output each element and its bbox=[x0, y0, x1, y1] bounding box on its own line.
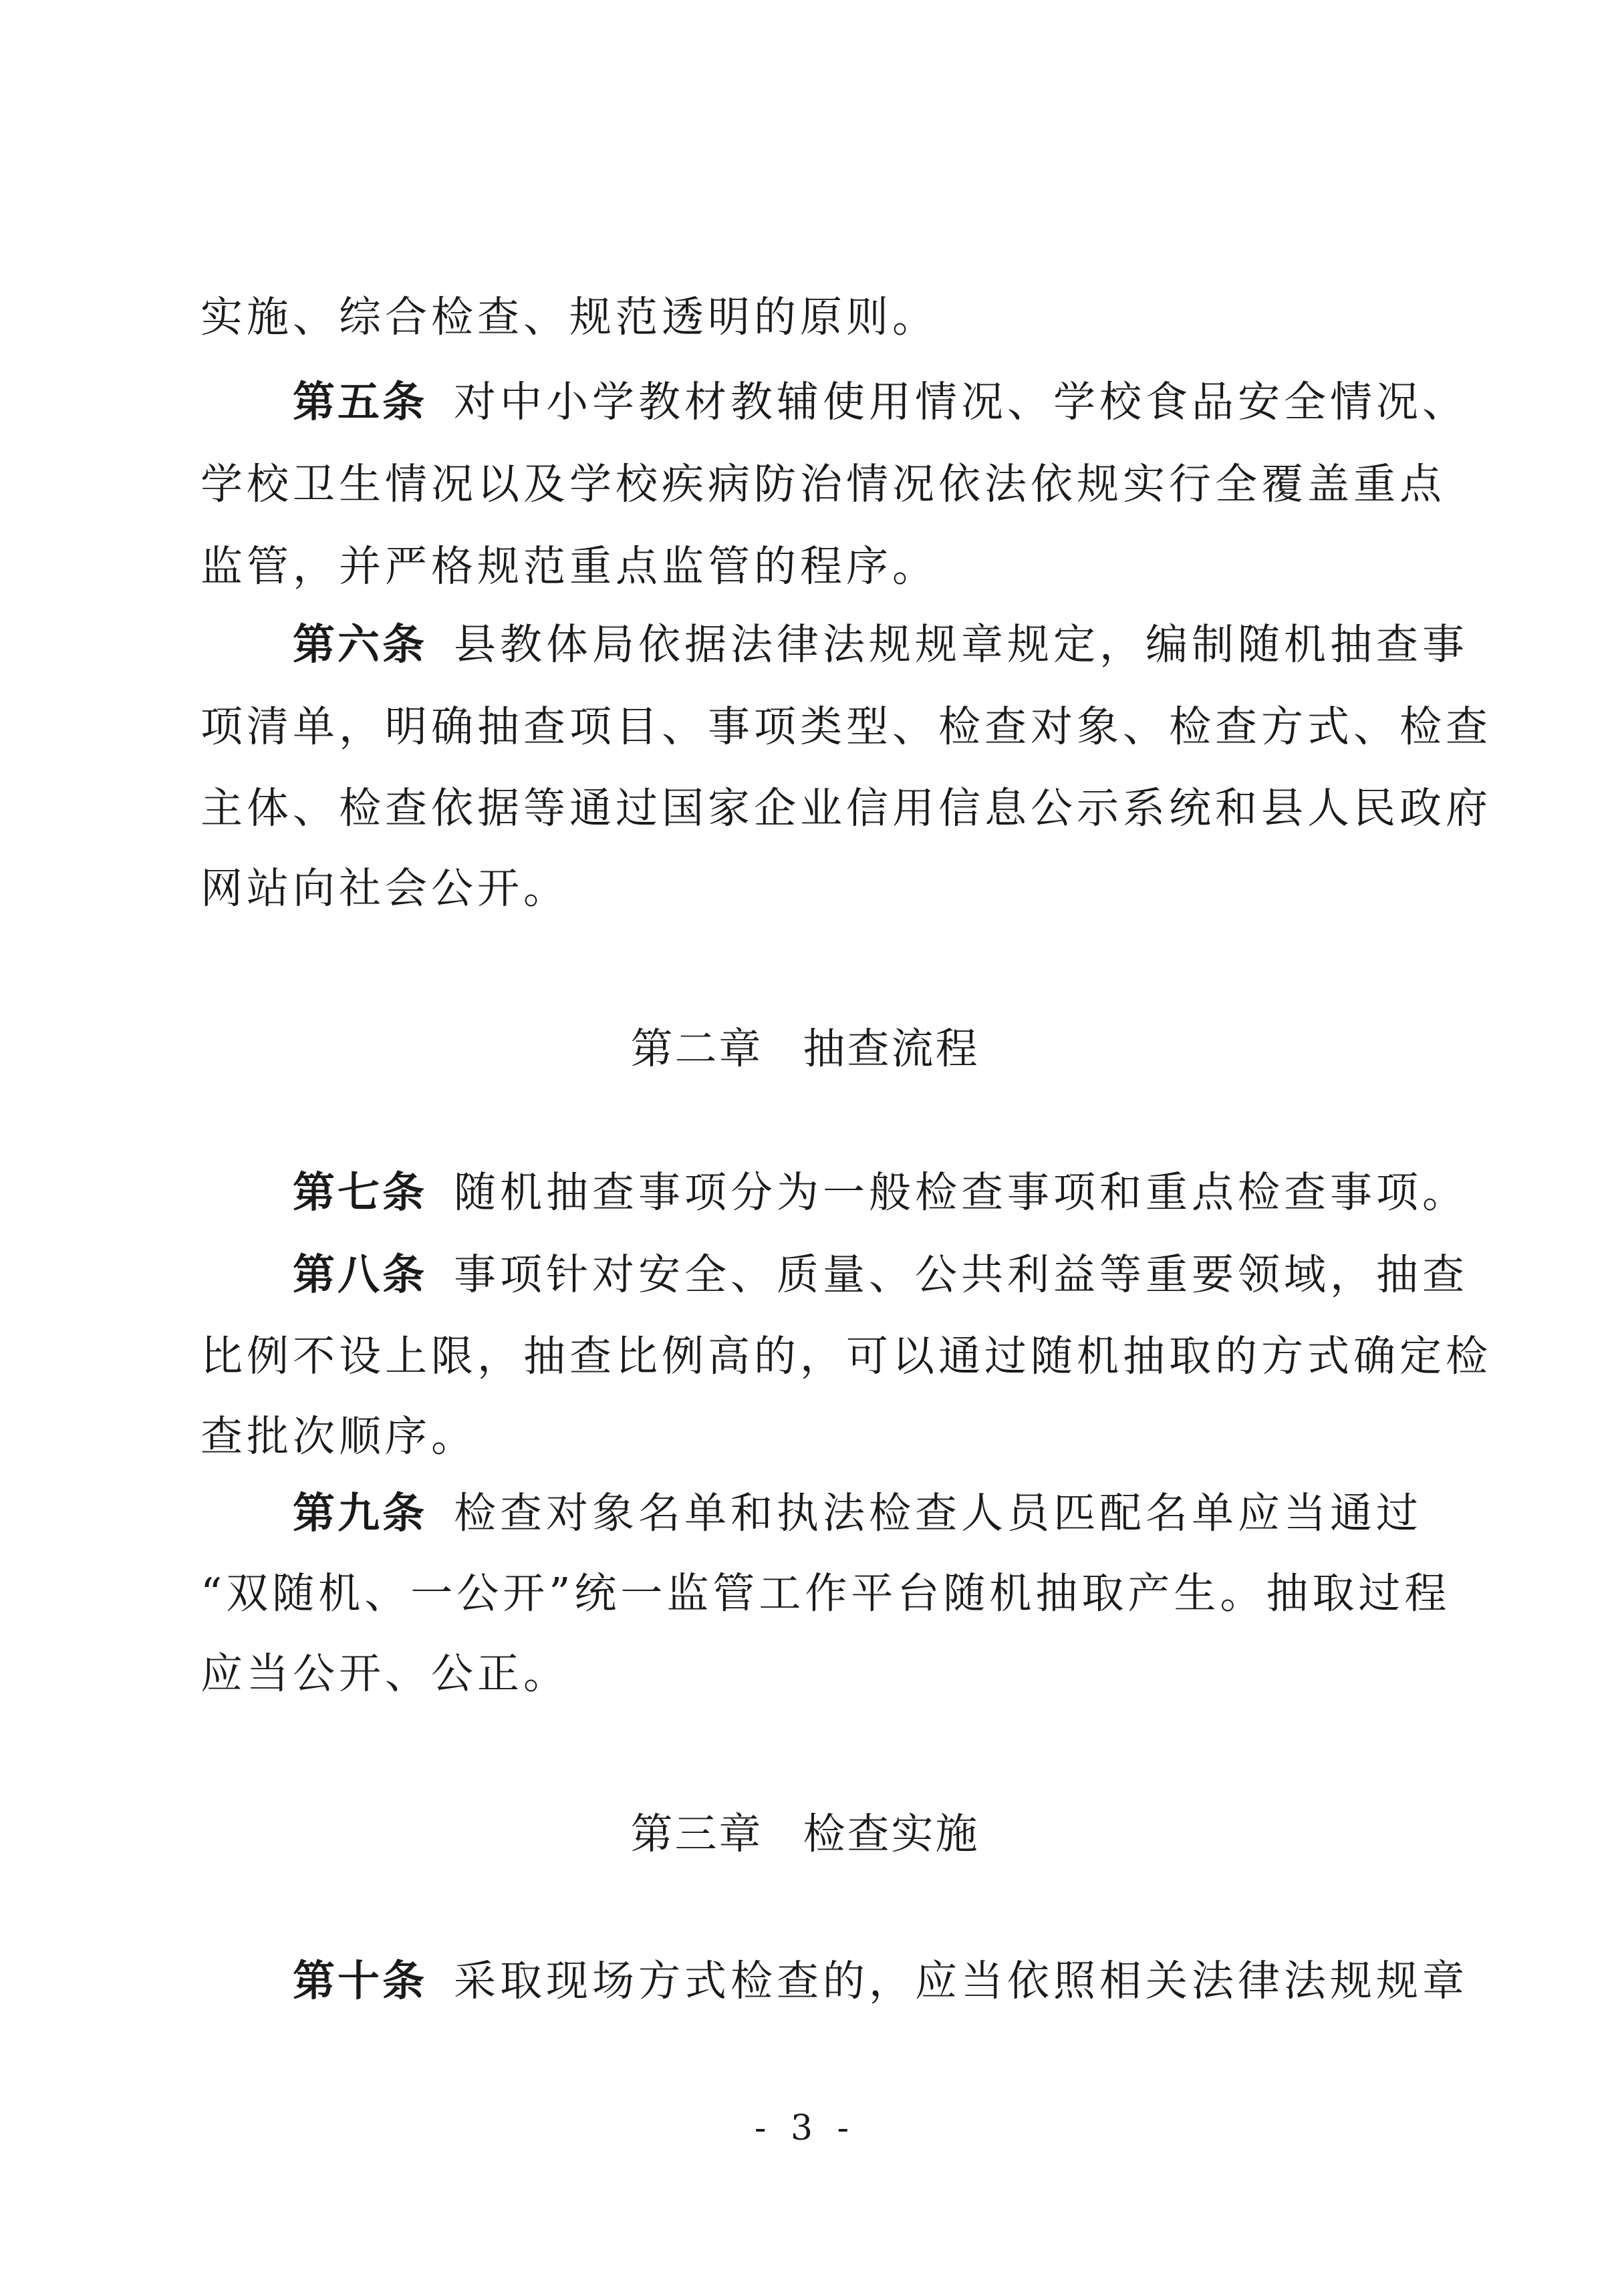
article-6-line-3: 主体、检查依据等通过国家企业信用信息公示系统和县人民政府 bbox=[200, 784, 1492, 833]
article-10-text-1: 采取现场方式检查的，应当依照相关法律法规规章 bbox=[454, 1957, 1468, 2005]
article-5-line-3: 监管，并严格规范重点监管的程序。 bbox=[200, 542, 938, 591]
chapter-3-number: 第三章 bbox=[630, 1810, 763, 1858]
article-9-line-1 bbox=[293, 1487, 1437, 1540]
continuation-line: 实施、综合检查、规范透明的原则。 bbox=[200, 293, 938, 341]
article-6-line-4: 网站向社会公开。 bbox=[200, 864, 569, 913]
article-9-label: 第九条 bbox=[293, 1489, 427, 1538]
article-8-label: 第八条 bbox=[293, 1250, 427, 1299]
article-5-text-1: 对中小学教材教辅使用情况、学校食品安全情况、 bbox=[454, 378, 1468, 426]
article-7-line-1 bbox=[293, 1166, 1468, 1219]
article-8-line-3: 查批次顺序。 bbox=[200, 1412, 477, 1461]
article-7-label: 第七条 bbox=[293, 1168, 427, 1217]
article-8-line-2: 比例不设上限，抽查比例高的，可以通过随机抽取的方式确定检 bbox=[200, 1332, 1492, 1381]
article-8-line-1 bbox=[293, 1248, 1468, 1302]
article-6-text-1: 县教体局依据法律法规规章规定，编制随机抽查事 bbox=[454, 620, 1468, 669]
article-8-text-1: 事项针对安全、质量、公共利益等重要领域，抽查 bbox=[454, 1250, 1468, 1299]
chapter-2-number: 第二章 bbox=[630, 1024, 763, 1073]
article-9-line-2: “双随机、一公开”统一监管工作平台随机抽取产生。抽取过程 bbox=[200, 1569, 1451, 1618]
article-7-text-1: 随机抽查事项分为一般检查事项和重点检查事项。 bbox=[454, 1168, 1468, 1217]
chapter-3-heading bbox=[0, 1808, 1610, 1861]
article-6-label: 第六条 bbox=[293, 620, 427, 669]
article-10-label: 第十条 bbox=[293, 1957, 427, 2005]
article-10-line-1 bbox=[293, 1955, 1468, 2008]
article-9-text-1: 检查对象名单和执法检查人员匹配名单应当通过 bbox=[454, 1489, 1422, 1538]
chapter-2-title: 抽查流程 bbox=[803, 1024, 980, 1073]
article-6-line-1 bbox=[293, 618, 1468, 672]
article-9-line-3: 应当公开、公正。 bbox=[200, 1649, 569, 1698]
page-number: - 3 - bbox=[754, 2108, 856, 2148]
article-5-label: 第五条 bbox=[293, 378, 427, 426]
article-6-line-2: 项清单，明确抽查项目、事项类型、检查对象、检查方式、检查 bbox=[200, 702, 1492, 751]
chapter-2-heading bbox=[0, 1022, 1610, 1076]
chapter-3-title: 检查实施 bbox=[803, 1810, 980, 1858]
article-5-line-1 bbox=[293, 376, 1468, 429]
article-5-line-2: 学校卫生情况以及学校疾病防治情况依法依规实行全覆盖重点 bbox=[200, 460, 1446, 509]
